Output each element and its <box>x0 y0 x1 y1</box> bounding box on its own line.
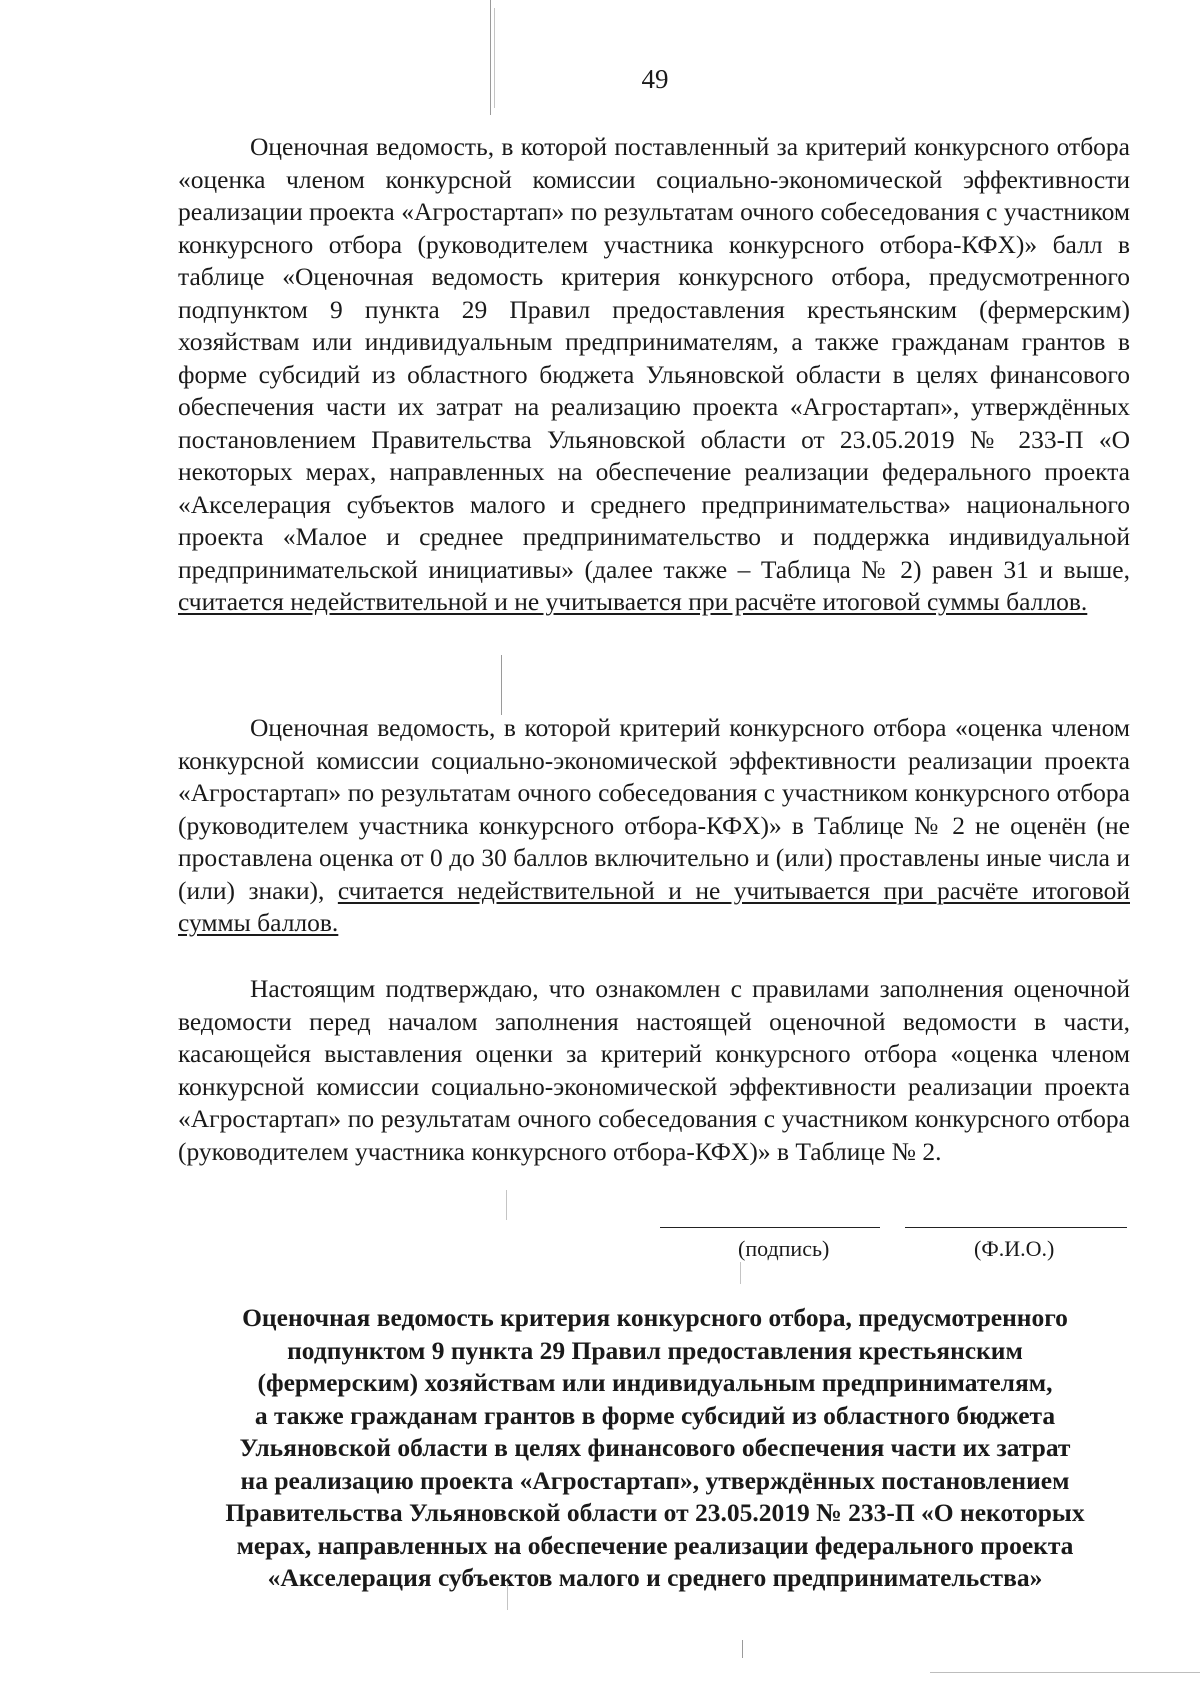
heading-line: «Акселерация субъектов малого и среднего предпринимательства» <box>267 1563 1043 1592</box>
bottom-rule <box>930 1672 1200 1673</box>
signature-line[interactable] <box>660 1227 880 1228</box>
signature-label: (подпись) <box>738 1236 830 1261</box>
heading-line: мерах, направленных на обеспечение реализации федерального проекта <box>236 1530 1074 1560</box>
full-name-line[interactable] <box>905 1227 1127 1228</box>
paragraph-text: Настоящим подтверждаю, что ознакомлен с правилами заполнения оценочной ведомости перед началом заполнения настоящей оценочной ведомости в части, касающейся выставления оценки за критерий конкурсного отбора «оценка членом конкурсной комиссии социально-экономической эффективности реализации проекта «Агростартап» по результатам очного собеседования с участником конкурсного отбора (руководителем участника конкурсного отбора-КФХ)» в Таблице № 2. <box>178 974 1130 1166</box>
scan-fold-mark <box>742 1640 743 1658</box>
underlined-clause: считается недействительной и не учитывается при расчёте итоговой суммы баллов. <box>178 875 1130 937</box>
paragraph-acknowledgement <box>178 973 1130 1168</box>
underlined-clause: считается недействительной и не учитывается при расчёте итоговой суммы баллов. <box>178 587 1088 616</box>
paragraph-not-scored <box>178 712 1130 940</box>
heading-line: Правительства Ульяновской области от 23.05.2019 № 233-П «О некоторых <box>225 1498 1085 1527</box>
heading-line: Оценочная ведомость критерия конкурсного отбора, предусмотренного <box>242 1303 1068 1332</box>
heading-line: подпунктом 9 пункта 29 Правил предоставления крестьянским <box>287 1335 1023 1365</box>
heading-line: (фермерским) хозяйствам или индивидуальным предпринимателям, <box>257 1368 1053 1397</box>
scan-fold-mark <box>506 1190 507 1220</box>
heading-line: на реализацию проекта «Агростартап», утверждённых постановлением <box>240 1465 1070 1495</box>
heading-line: Ульяновской области в целях финансового обеспечения части их затрат <box>239 1433 1071 1462</box>
table-heading <box>160 1302 1150 1595</box>
page-number: 49 <box>641 64 669 94</box>
heading-line: а также гражданам грантов в форме субсидий из областного бюджета <box>254 1400 1056 1430</box>
scan-fold-mark <box>501 655 502 715</box>
paragraph-text: Оценочная ведомость, в которой поставленный за критерий конкурсного отбора «оценка членом конкурсной комиссии социально-экономической эффективности реализации проекта «Агростартап» по результатам очного собеседования с участником конкурсного отбора (руководителем участника конкурсного отбора-КФХ)» балл в таблице «Оценочная ведомость критерия конкурсного отбора, предусмотренного подпунктом 9 пункта 29 Правил предоставления крестьянским (фермерским) хозяйствам или индивидуальным предпринимателям, а также гражданам грантов в форме субсидий из областного бюджета Ульяновской области в целях финансового обеспечения части их затрат на реализацию проекта «Агростартап», утверждённых постановлением Правительства Ульяновской области от 23.05.2019 № 233-П «О некоторых мерах, направленных на обеспечение реализации федерального проекта «Акселерация субъектов малого и среднего предпринимательства» национального проекта «Малое и среднее предпринимательство и поддержка индивидуальной предпринимательской инициативы» (далее также – Таблица № 2) равен 31 и выше, <box>178 132 1130 584</box>
scan-fold-mark <box>740 1262 741 1284</box>
full-name-label: (Ф.И.О.) <box>974 1236 1055 1261</box>
scan-fold-mark <box>490 0 491 115</box>
paragraph-text: Оценочная ведомость, в которой критерий конкурсного отбора «оценка членом конкурсной комиссии социально-экономической эффективности реализации проекта «Агростартап» по результатам очного собеседования с участником конкурсного отбора (руководителем участника конкурсного отбора-КФХ)» в Таблице № 2 не оценён (не проставлена оценка от 0 до 30 баллов включительно и (или) проставлены иные числа и (или) знаки), <box>178 713 1130 905</box>
paragraph-invalid-score-31 <box>178 131 1130 619</box>
